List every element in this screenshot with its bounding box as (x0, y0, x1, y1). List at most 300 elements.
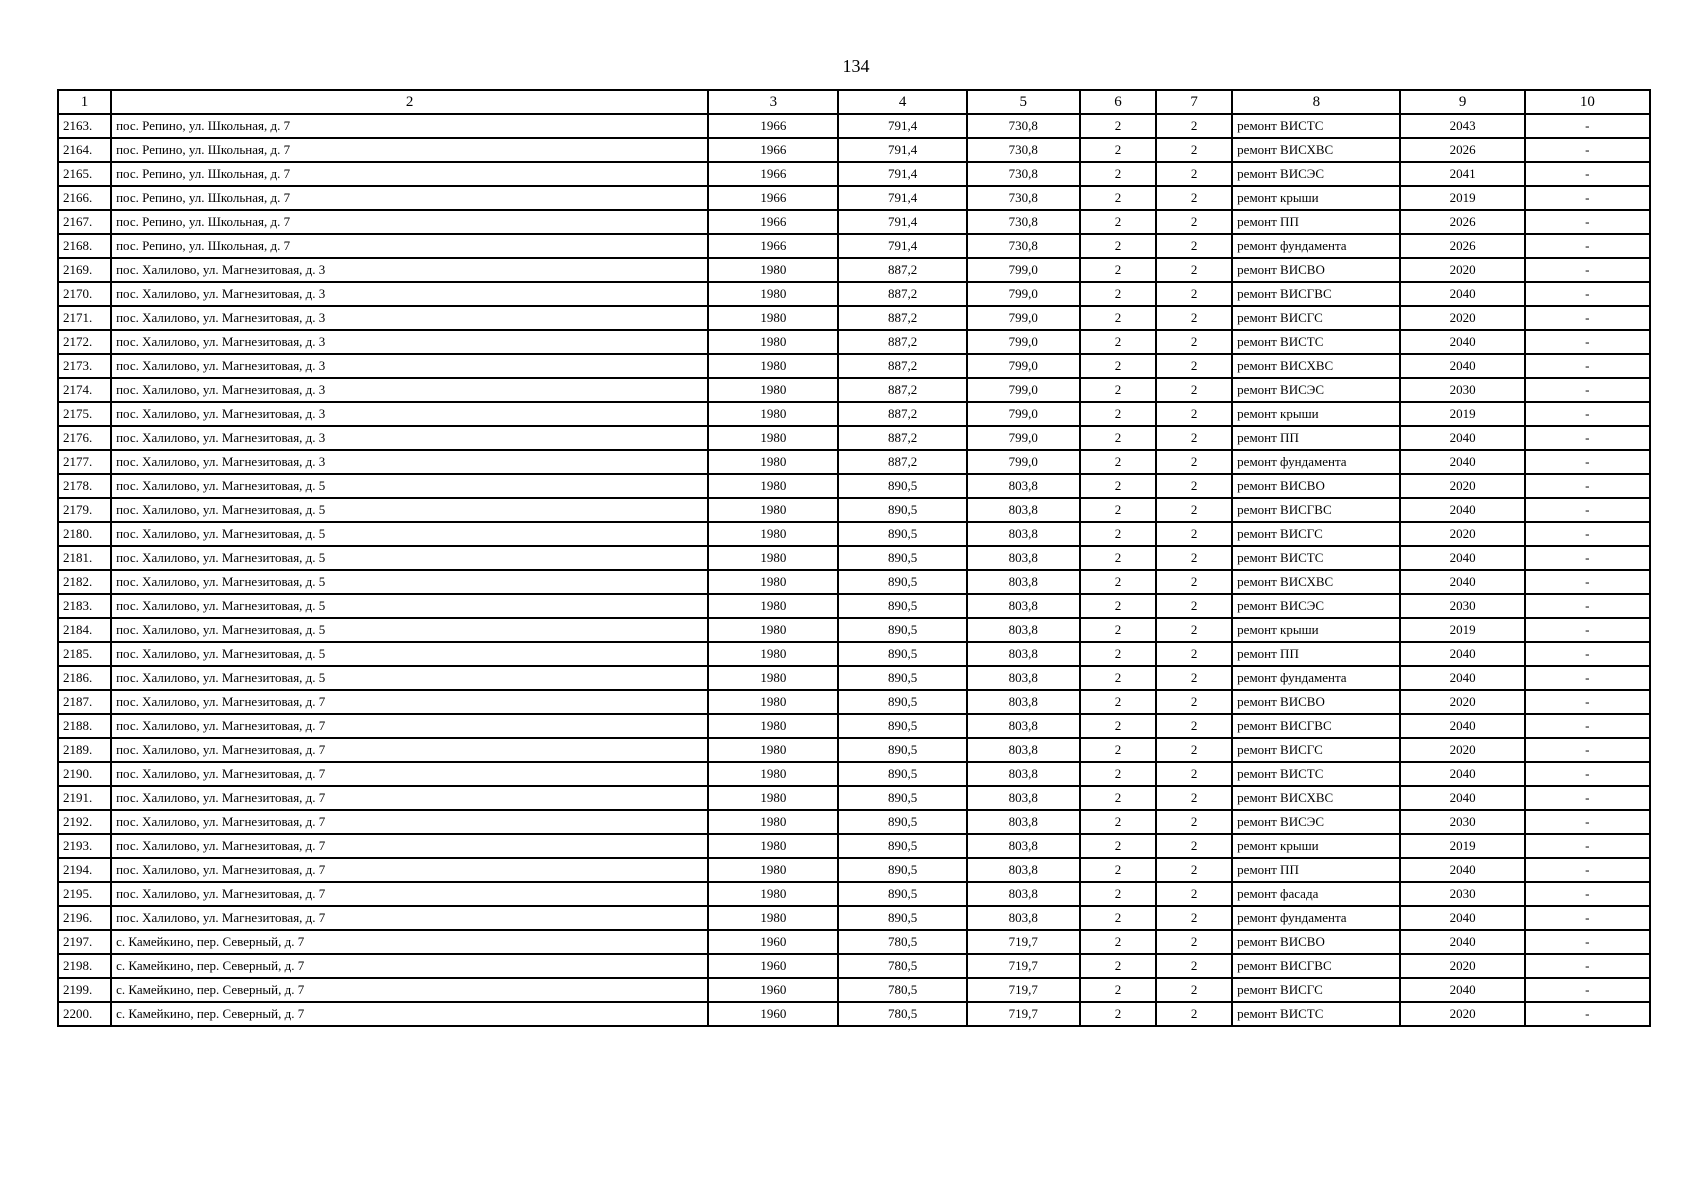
living-area-cell: 803,8 (967, 762, 1080, 786)
work-type-cell: ремонт ВИСЭС (1232, 810, 1400, 834)
note-cell: - (1525, 186, 1650, 210)
row-number-cell: 2197. (58, 930, 111, 954)
address-cell: пос. Халилово, ул. Магнезитовая, д. 7 (111, 810, 708, 834)
row-number-cell: 2184. (58, 618, 111, 642)
address-cell: пос. Халилово, ул. Магнезитовая, д. 5 (111, 498, 708, 522)
address-cell: пос. Репино, ул. Школьная, д. 7 (111, 234, 708, 258)
address-cell: пос. Репино, ул. Школьная, д. 7 (111, 186, 708, 210)
floors-cell: 2 (1080, 714, 1156, 738)
year-built-cell: 1980 (708, 594, 838, 618)
address-cell: с. Камейкино, пер. Северный, д. 7 (111, 954, 708, 978)
floors-cell: 2 (1080, 258, 1156, 282)
total-area-cell: 887,2 (838, 258, 966, 282)
address-cell: пос. Халилово, ул. Магнезитовая, д. 7 (111, 906, 708, 930)
note-cell: - (1525, 666, 1650, 690)
note-cell: - (1525, 306, 1650, 330)
address-cell: пос. Халилово, ул. Магнезитовая, д. 3 (111, 330, 708, 354)
floors-cell: 2 (1080, 210, 1156, 234)
table-row (58, 786, 1650, 810)
address-cell: пос. Халилово, ул. Магнезитовая, д. 7 (111, 690, 708, 714)
living-area-cell: 803,8 (967, 546, 1080, 570)
note-cell: - (1525, 786, 1650, 810)
work-type-cell: ремонт крыши (1232, 618, 1400, 642)
work-type-cell: ремонт ВИСГВС (1232, 498, 1400, 522)
table-row (58, 762, 1650, 786)
living-area-cell: 799,0 (967, 450, 1080, 474)
row-number-cell: 2166. (58, 186, 111, 210)
row-number-cell: 2163. (58, 114, 111, 138)
row-number-cell: 2183. (58, 594, 111, 618)
total-area-cell: 791,4 (838, 234, 966, 258)
note-cell: - (1525, 546, 1650, 570)
planned-year-cell: 2040 (1400, 282, 1524, 306)
note-cell: - (1525, 258, 1650, 282)
floors-cell: 2 (1080, 426, 1156, 450)
work-type-cell: ремонт ВИСЭС (1232, 378, 1400, 402)
total-area-cell: 887,2 (838, 450, 966, 474)
floors-cell: 2 (1080, 474, 1156, 498)
planned-year-cell: 2030 (1400, 882, 1524, 906)
total-area-cell: 890,5 (838, 618, 966, 642)
planned-year-cell: 2020 (1400, 1002, 1524, 1026)
column-header: 2 (111, 90, 708, 114)
floors-cell: 2 (1080, 906, 1156, 930)
table-row (58, 330, 1650, 354)
living-area-cell: 799,0 (967, 378, 1080, 402)
work-type-cell: ремонт ВИСТС (1232, 114, 1400, 138)
note-cell: - (1525, 330, 1650, 354)
entrances-cell: 2 (1156, 618, 1232, 642)
year-built-cell: 1980 (708, 402, 838, 426)
planned-year-cell: 2020 (1400, 954, 1524, 978)
address-cell: пос. Халилово, ул. Магнезитовая, д. 3 (111, 378, 708, 402)
address-cell: пос. Халилово, ул. Магнезитовая, д. 5 (111, 570, 708, 594)
year-built-cell: 1980 (708, 378, 838, 402)
entrances-cell: 2 (1156, 1002, 1232, 1026)
entrances-cell: 2 (1156, 498, 1232, 522)
planned-year-cell: 2040 (1400, 570, 1524, 594)
entrances-cell: 2 (1156, 114, 1232, 138)
entrances-cell: 2 (1156, 690, 1232, 714)
table-row (58, 282, 1650, 306)
row-number-cell: 2200. (58, 1002, 111, 1026)
row-number-cell: 2198. (58, 954, 111, 978)
floors-cell: 2 (1080, 594, 1156, 618)
table-row (58, 162, 1650, 186)
total-area-cell: 791,4 (838, 114, 966, 138)
table-row (58, 354, 1650, 378)
floors-cell: 2 (1080, 522, 1156, 546)
living-area-cell: 803,8 (967, 666, 1080, 690)
table-row (58, 810, 1650, 834)
living-area-cell: 719,7 (967, 1002, 1080, 1026)
row-number-cell: 2176. (58, 426, 111, 450)
address-cell: пос. Халилово, ул. Магнезитовая, д. 7 (111, 786, 708, 810)
table-row (58, 618, 1650, 642)
living-area-cell: 803,8 (967, 594, 1080, 618)
address-cell: пос. Халилово, ул. Магнезитовая, д. 3 (111, 306, 708, 330)
planned-year-cell: 2019 (1400, 186, 1524, 210)
total-area-cell: 887,2 (838, 282, 966, 306)
year-built-cell: 1980 (708, 426, 838, 450)
total-area-cell: 890,5 (838, 522, 966, 546)
total-area-cell: 890,5 (838, 810, 966, 834)
note-cell: - (1525, 834, 1650, 858)
total-area-cell: 887,2 (838, 354, 966, 378)
row-number-cell: 2178. (58, 474, 111, 498)
floors-cell: 2 (1080, 306, 1156, 330)
work-type-cell: ремонт ВИСТС (1232, 330, 1400, 354)
living-area-cell: 803,8 (967, 522, 1080, 546)
work-type-cell: ремонт крыши (1232, 402, 1400, 426)
table-row (58, 666, 1650, 690)
total-area-cell: 890,5 (838, 882, 966, 906)
note-cell: - (1525, 498, 1650, 522)
row-number-cell: 2169. (58, 258, 111, 282)
entrances-cell: 2 (1156, 330, 1232, 354)
entrances-cell: 2 (1156, 834, 1232, 858)
total-area-cell: 780,5 (838, 930, 966, 954)
living-area-cell: 799,0 (967, 354, 1080, 378)
table-row (58, 258, 1650, 282)
year-built-cell: 1980 (708, 642, 838, 666)
total-area-cell: 890,5 (838, 642, 966, 666)
note-cell: - (1525, 978, 1650, 1002)
work-type-cell: ремонт фундамента (1232, 450, 1400, 474)
year-built-cell: 1966 (708, 210, 838, 234)
work-type-cell: ремонт ВИСТС (1232, 546, 1400, 570)
living-area-cell: 730,8 (967, 162, 1080, 186)
year-built-cell: 1960 (708, 1002, 838, 1026)
living-area-cell: 799,0 (967, 402, 1080, 426)
work-type-cell: ремонт фундамента (1232, 906, 1400, 930)
row-number-cell: 2195. (58, 882, 111, 906)
total-area-cell: 890,5 (838, 714, 966, 738)
work-type-cell: ремонт ВИСВО (1232, 930, 1400, 954)
note-cell: - (1525, 138, 1650, 162)
table-row (58, 186, 1650, 210)
living-area-cell: 803,8 (967, 858, 1080, 882)
work-type-cell: ремонт ВИСГС (1232, 978, 1400, 1002)
column-header: 5 (967, 90, 1080, 114)
address-cell: пос. Халилово, ул. Магнезитовая, д. 3 (111, 402, 708, 426)
note-cell: - (1525, 450, 1650, 474)
work-type-cell: ремонт ВИСГВС (1232, 282, 1400, 306)
address-cell: пос. Халилово, ул. Магнезитовая, д. 3 (111, 258, 708, 282)
row-number-cell: 2179. (58, 498, 111, 522)
work-type-cell: ремонт ВИСГС (1232, 306, 1400, 330)
planned-year-cell: 2040 (1400, 498, 1524, 522)
entrances-cell: 2 (1156, 978, 1232, 1002)
entrances-cell: 2 (1156, 714, 1232, 738)
work-type-cell: ремонт ВИСЭС (1232, 594, 1400, 618)
year-built-cell: 1980 (708, 666, 838, 690)
entrances-cell: 2 (1156, 378, 1232, 402)
row-number-cell: 2199. (58, 978, 111, 1002)
floors-cell: 2 (1080, 666, 1156, 690)
living-area-cell: 730,8 (967, 210, 1080, 234)
address-cell: пос. Халилово, ул. Магнезитовая, д. 5 (111, 522, 708, 546)
living-area-cell: 730,8 (967, 234, 1080, 258)
year-built-cell: 1980 (708, 714, 838, 738)
total-area-cell: 890,5 (838, 666, 966, 690)
total-area-cell: 890,5 (838, 498, 966, 522)
planned-year-cell: 2043 (1400, 114, 1524, 138)
year-built-cell: 1980 (708, 354, 838, 378)
total-area-cell: 791,4 (838, 138, 966, 162)
work-type-cell: ремонт фасада (1232, 882, 1400, 906)
note-cell: - (1525, 282, 1650, 306)
planned-year-cell: 2030 (1400, 378, 1524, 402)
address-cell: пос. Халилово, ул. Магнезитовая, д. 7 (111, 738, 708, 762)
note-cell: - (1525, 426, 1650, 450)
year-built-cell: 1980 (708, 858, 838, 882)
row-number-cell: 2190. (58, 762, 111, 786)
floors-cell: 2 (1080, 162, 1156, 186)
year-built-cell: 1980 (708, 570, 838, 594)
note-cell: - (1525, 402, 1650, 426)
row-number-cell: 2188. (58, 714, 111, 738)
note-cell: - (1525, 1002, 1650, 1026)
total-area-cell: 791,4 (838, 210, 966, 234)
total-area-cell: 890,5 (838, 786, 966, 810)
address-cell: пос. Халилово, ул. Магнезитовая, д. 5 (111, 594, 708, 618)
living-area-cell: 803,8 (967, 474, 1080, 498)
address-cell: с. Камейкино, пер. Северный, д. 7 (111, 1002, 708, 1026)
floors-cell: 2 (1080, 618, 1156, 642)
address-cell: пос. Репино, ул. Школьная, д. 7 (111, 210, 708, 234)
planned-year-cell: 2040 (1400, 666, 1524, 690)
work-type-cell: ремонт крыши (1232, 186, 1400, 210)
entrances-cell: 2 (1156, 930, 1232, 954)
note-cell: - (1525, 810, 1650, 834)
total-area-cell: 890,5 (838, 762, 966, 786)
floors-cell: 2 (1080, 858, 1156, 882)
column-header: 6 (1080, 90, 1156, 114)
note-cell: - (1525, 882, 1650, 906)
note-cell: - (1525, 162, 1650, 186)
planned-year-cell: 2040 (1400, 930, 1524, 954)
note-cell: - (1525, 594, 1650, 618)
table-row (58, 882, 1650, 906)
living-area-cell: 803,8 (967, 618, 1080, 642)
address-cell: пос. Халилово, ул. Магнезитовая, д. 7 (111, 834, 708, 858)
table-row (58, 570, 1650, 594)
entrances-cell: 2 (1156, 210, 1232, 234)
address-cell: пос. Халилово, ул. Магнезитовая, д. 5 (111, 546, 708, 570)
total-area-cell: 791,4 (838, 186, 966, 210)
floors-cell: 2 (1080, 498, 1156, 522)
entrances-cell: 2 (1156, 162, 1232, 186)
floors-cell: 2 (1080, 282, 1156, 306)
row-number-cell: 2191. (58, 786, 111, 810)
living-area-cell: 719,7 (967, 954, 1080, 978)
work-type-cell: ремонт ВИСВО (1232, 690, 1400, 714)
entrances-cell: 2 (1156, 138, 1232, 162)
table-row (58, 306, 1650, 330)
row-number-cell: 2194. (58, 858, 111, 882)
row-number-cell: 2182. (58, 570, 111, 594)
planned-year-cell: 2040 (1400, 426, 1524, 450)
planned-year-cell: 2020 (1400, 306, 1524, 330)
work-type-cell: ремонт ВИСГС (1232, 738, 1400, 762)
floors-cell: 2 (1080, 978, 1156, 1002)
floors-cell: 2 (1080, 138, 1156, 162)
row-number-cell: 2192. (58, 810, 111, 834)
year-built-cell: 1960 (708, 978, 838, 1002)
note-cell: - (1525, 738, 1650, 762)
entrances-cell: 2 (1156, 234, 1232, 258)
floors-cell: 2 (1080, 642, 1156, 666)
entrances-cell: 2 (1156, 762, 1232, 786)
total-area-cell: 890,5 (838, 738, 966, 762)
planned-year-cell: 2030 (1400, 594, 1524, 618)
row-number-cell: 2180. (58, 522, 111, 546)
floors-cell: 2 (1080, 834, 1156, 858)
row-number-cell: 2193. (58, 834, 111, 858)
living-area-cell: 803,8 (967, 714, 1080, 738)
total-area-cell: 890,5 (838, 546, 966, 570)
entrances-cell: 2 (1156, 594, 1232, 618)
year-built-cell: 1980 (708, 474, 838, 498)
row-number-cell: 2167. (58, 210, 111, 234)
planned-year-cell: 2040 (1400, 762, 1524, 786)
floors-cell: 2 (1080, 738, 1156, 762)
year-built-cell: 1980 (708, 282, 838, 306)
address-cell: с. Камейкино, пер. Северный, д. 7 (111, 930, 708, 954)
row-number-cell: 2171. (58, 306, 111, 330)
year-built-cell: 1960 (708, 930, 838, 954)
note-cell: - (1525, 930, 1650, 954)
living-area-cell: 803,8 (967, 690, 1080, 714)
address-cell: пос. Халилово, ул. Магнезитовая, д. 7 (111, 714, 708, 738)
entrances-cell: 2 (1156, 882, 1232, 906)
planned-year-cell: 2026 (1400, 210, 1524, 234)
row-number-cell: 2170. (58, 282, 111, 306)
column-header: 1 (58, 90, 111, 114)
row-number-cell: 2174. (58, 378, 111, 402)
note-cell: - (1525, 570, 1650, 594)
entrances-cell: 2 (1156, 810, 1232, 834)
address-cell: пос. Репино, ул. Школьная, д. 7 (111, 138, 708, 162)
year-built-cell: 1980 (708, 738, 838, 762)
work-type-cell: ремонт ВИСГВС (1232, 954, 1400, 978)
floors-cell: 2 (1080, 1002, 1156, 1026)
address-cell: пос. Халилово, ул. Магнезитовая, д. 3 (111, 354, 708, 378)
table-row (58, 426, 1650, 450)
total-area-cell: 890,5 (838, 570, 966, 594)
living-area-cell: 730,8 (967, 138, 1080, 162)
year-built-cell: 1980 (708, 906, 838, 930)
living-area-cell: 803,8 (967, 786, 1080, 810)
table-row (58, 714, 1650, 738)
year-built-cell: 1980 (708, 786, 838, 810)
entrances-cell: 2 (1156, 570, 1232, 594)
planned-year-cell: 2020 (1400, 522, 1524, 546)
planned-year-cell: 2040 (1400, 714, 1524, 738)
column-header: 7 (1156, 90, 1232, 114)
table-row (58, 1002, 1650, 1026)
table-row (58, 738, 1650, 762)
table-row (58, 114, 1650, 138)
entrances-cell: 2 (1156, 354, 1232, 378)
year-built-cell: 1966 (708, 162, 838, 186)
column-header: 9 (1400, 90, 1524, 114)
planned-year-cell: 2040 (1400, 858, 1524, 882)
floors-cell: 2 (1080, 762, 1156, 786)
floors-cell: 2 (1080, 234, 1156, 258)
work-type-cell: ремонт ВИСХВС (1232, 138, 1400, 162)
row-number-cell: 2196. (58, 906, 111, 930)
living-area-cell: 803,8 (967, 738, 1080, 762)
planned-year-cell: 2041 (1400, 162, 1524, 186)
living-area-cell: 799,0 (967, 306, 1080, 330)
planned-year-cell: 2040 (1400, 642, 1524, 666)
year-built-cell: 1966 (708, 234, 838, 258)
work-type-cell: ремонт ВИСГС (1232, 522, 1400, 546)
table-row (58, 954, 1650, 978)
note-cell: - (1525, 210, 1650, 234)
total-area-cell: 791,4 (838, 162, 966, 186)
row-number-cell: 2165. (58, 162, 111, 186)
table-row (58, 930, 1650, 954)
row-number-cell: 2172. (58, 330, 111, 354)
column-header: 3 (708, 90, 838, 114)
living-area-cell: 803,8 (967, 882, 1080, 906)
note-cell: - (1525, 114, 1650, 138)
work-type-cell: ремонт ВИСХВС (1232, 786, 1400, 810)
work-type-cell: ремонт ПП (1232, 858, 1400, 882)
work-type-cell: ремонт ВИСХВС (1232, 570, 1400, 594)
row-number-cell: 2175. (58, 402, 111, 426)
work-type-cell: ремонт фундамента (1232, 234, 1400, 258)
table-row (58, 138, 1650, 162)
note-cell: - (1525, 690, 1650, 714)
row-number-cell: 2173. (58, 354, 111, 378)
year-built-cell: 1980 (708, 450, 838, 474)
floors-cell: 2 (1080, 546, 1156, 570)
floors-cell: 2 (1080, 690, 1156, 714)
entrances-cell: 2 (1156, 306, 1232, 330)
floors-cell: 2 (1080, 186, 1156, 210)
living-area-cell: 803,8 (967, 642, 1080, 666)
year-built-cell: 1980 (708, 834, 838, 858)
entrances-cell: 2 (1156, 450, 1232, 474)
planned-year-cell: 2040 (1400, 450, 1524, 474)
planned-year-cell: 2040 (1400, 546, 1524, 570)
living-area-cell: 803,8 (967, 810, 1080, 834)
table-row (58, 498, 1650, 522)
row-number-cell: 2185. (58, 642, 111, 666)
work-type-cell: ремонт ПП (1232, 426, 1400, 450)
work-type-cell: ремонт ВИСХВС (1232, 354, 1400, 378)
row-number-cell: 2181. (58, 546, 111, 570)
total-area-cell: 780,5 (838, 978, 966, 1002)
work-type-cell: ремонт ВИСЭС (1232, 162, 1400, 186)
living-area-cell: 719,7 (967, 930, 1080, 954)
year-built-cell: 1980 (708, 258, 838, 282)
table-row (58, 450, 1650, 474)
planned-year-cell: 2040 (1400, 330, 1524, 354)
year-built-cell: 1966 (708, 138, 838, 162)
work-type-cell: ремонт ВИСВО (1232, 474, 1400, 498)
floors-cell: 2 (1080, 882, 1156, 906)
table-row (58, 978, 1650, 1002)
total-area-cell: 780,5 (838, 954, 966, 978)
note-cell: - (1525, 378, 1650, 402)
entrances-cell: 2 (1156, 426, 1232, 450)
planned-year-cell: 2040 (1400, 786, 1524, 810)
